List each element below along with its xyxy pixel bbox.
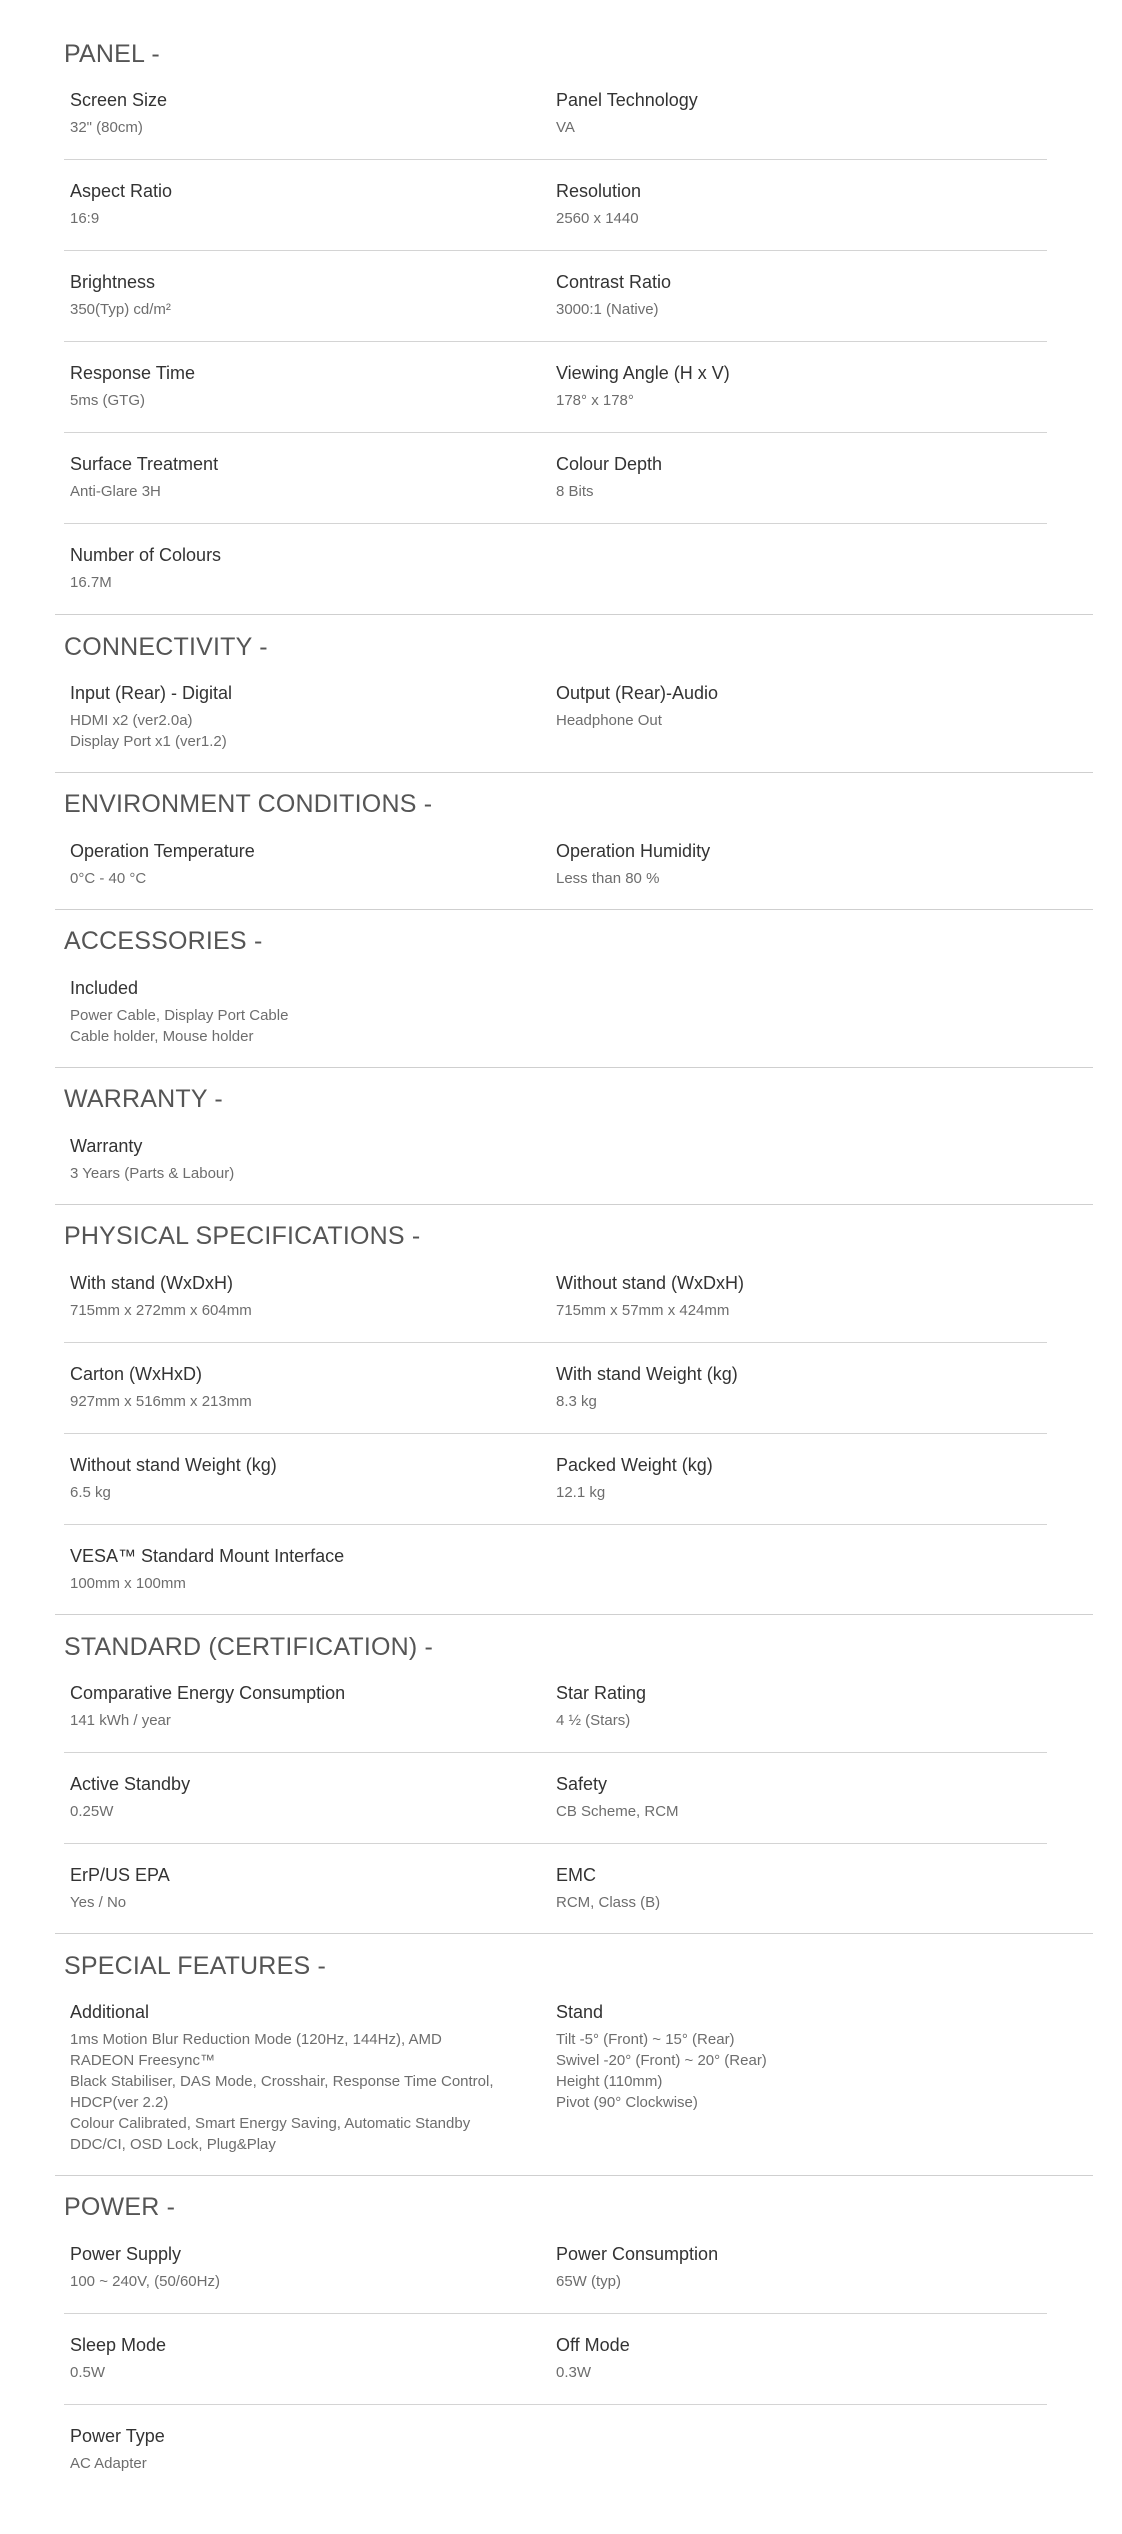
spec-label: Operation Temperature xyxy=(70,841,255,861)
spec-value: 141 kWh / year xyxy=(70,1712,171,1729)
spec-label: Packed Weight (kg) xyxy=(556,1455,713,1475)
spec-output-rear-audio xyxy=(556,681,976,731)
section-title-connectivity: CONNECTIVITY - xyxy=(64,633,268,661)
spec-stand xyxy=(556,2000,976,2113)
spec-additional xyxy=(70,2000,540,2155)
spec-value: 32" (80cm) xyxy=(70,119,143,136)
spec-value: 2560 x 1440 xyxy=(556,210,639,227)
spec-label: Without stand (WxDxH) xyxy=(556,1273,745,1293)
spec-power-supply xyxy=(70,2242,490,2292)
spec-emc xyxy=(556,1863,976,1913)
section-divider xyxy=(55,909,1093,910)
spec-label: Surface Treatment xyxy=(70,454,219,474)
spec-erp-us-epa xyxy=(70,1863,490,1913)
section-title-accessories: ACCESSORIES - xyxy=(64,927,263,955)
spec-value: 0.3W xyxy=(556,2364,592,2381)
spec-label: Resolution xyxy=(556,181,642,201)
spec-value: 715mm x 272mm x 604mm xyxy=(70,1302,252,1319)
spec-label: ErP/US EPA xyxy=(70,1865,170,1885)
spec-label: With stand (WxDxH) xyxy=(70,1273,234,1293)
row-divider xyxy=(64,1524,1047,1525)
spec-aspect-ratio xyxy=(70,179,490,229)
spec-value: RCM, Class (B) xyxy=(556,1894,661,1911)
row-divider xyxy=(64,250,1047,251)
spec-value: CB Scheme, RCM xyxy=(556,1803,679,1820)
spec-label: Carton (WxHxD) xyxy=(70,1364,203,1384)
spec-contrast-ratio xyxy=(556,270,976,320)
spec-label: Power Consumption xyxy=(556,2244,719,2264)
spec-label: Stand xyxy=(556,2002,604,2022)
spec-label: Colour Depth xyxy=(556,454,663,474)
spec-value: AC Adapter xyxy=(70,2455,147,2472)
spec-value: Less than 80 % xyxy=(556,870,660,887)
section-divider xyxy=(55,2175,1093,2176)
spec-off-mode xyxy=(556,2333,976,2383)
spec-label: VESA™ Standard Mount Interface xyxy=(70,1546,345,1566)
row-divider xyxy=(64,1843,1047,1844)
spec-value: Power Cable, Display Port Cable Cable holder, Mouse holder xyxy=(70,1007,289,1045)
spec-label: Star Rating xyxy=(556,1683,647,1703)
spec-resolution xyxy=(556,179,976,229)
spec-value: 100mm x 100mm xyxy=(70,1575,186,1592)
spec-star-rating xyxy=(556,1681,976,1731)
spec-label: EMC xyxy=(556,1865,596,1885)
row-divider xyxy=(64,341,1047,342)
spec-value: 3000:1 (Native) xyxy=(556,301,659,318)
spec-value: 8 Bits xyxy=(556,483,594,500)
spec-value: 4 ½ (Stars) xyxy=(556,1712,631,1729)
spec-label: Screen Size xyxy=(70,90,168,110)
spec-power-consumption xyxy=(556,2242,976,2292)
spec-value: 715mm x 57mm x 424mm xyxy=(556,1302,730,1319)
spec-label: Sleep Mode xyxy=(70,2335,167,2355)
section-divider xyxy=(55,614,1093,615)
spec-carton xyxy=(70,1362,490,1412)
spec-label: Comparative Energy Consumption xyxy=(70,1683,346,1703)
spec-energy-consumption xyxy=(70,1681,490,1731)
spec-brightness xyxy=(70,270,490,320)
spec-value: Tilt -5° (Front) ~ 15° (Rear) Swivel -20° (Front) ~ 20° (Rear) Height (110mm) Pivot (90° Clockwise) xyxy=(556,2031,767,2111)
spec-sleep-mode xyxy=(70,2333,490,2383)
section-title-special-features: SPECIAL FEATURES - xyxy=(64,1952,326,1980)
spec-colour-depth xyxy=(556,452,976,502)
spec-value: 0.25W xyxy=(70,1803,114,1820)
spec-value: 8.3 kg xyxy=(556,1393,597,1410)
section-divider xyxy=(55,1933,1093,1934)
row-divider xyxy=(64,2404,1047,2405)
spec-label: Brightness xyxy=(70,272,156,292)
spec-value: 16:9 xyxy=(70,210,100,227)
spec-input-rear-digital xyxy=(70,681,490,752)
section-divider xyxy=(55,1614,1093,1615)
spec-with-stand xyxy=(70,1271,490,1321)
spec-value: 5ms (GTG) xyxy=(70,392,145,409)
spec-label: Output (Rear)-Audio xyxy=(556,683,719,703)
spec-label: Aspect Ratio xyxy=(70,181,173,201)
section-title-panel: PANEL - xyxy=(64,40,160,68)
section-title-physical: PHYSICAL SPECIFICATIONS - xyxy=(64,1222,421,1250)
spec-value: Anti-Glare 3H xyxy=(70,483,161,500)
row-divider xyxy=(64,523,1047,524)
row-divider xyxy=(64,432,1047,433)
spec-value: HDMI x2 (ver2.0a) Display Port x1 (ver1.2) xyxy=(70,712,227,750)
row-divider xyxy=(64,1342,1047,1343)
spec-screen-size xyxy=(70,88,490,138)
section-title-power: POWER - xyxy=(64,2193,176,2221)
spec-label: Contrast Ratio xyxy=(556,272,672,292)
spec-value: 3 Years (Parts & Labour) xyxy=(70,1165,235,1182)
spec-active-standby xyxy=(70,1772,490,1822)
spec-number-of-colours xyxy=(70,543,490,593)
spec-label: Active Standby xyxy=(70,1774,191,1794)
spec-power-type xyxy=(70,2424,490,2474)
spec-value: 350(Typ) cd/m² xyxy=(70,301,171,318)
row-divider xyxy=(64,1752,1047,1753)
spec-label: Input (Rear) - Digital xyxy=(70,683,233,703)
spec-label: Additional xyxy=(70,2002,150,2022)
spec-label: Warranty xyxy=(70,1136,143,1156)
spec-value: VA xyxy=(556,119,575,136)
spec-operation-temperature xyxy=(70,839,490,889)
spec-label: Without stand Weight (kg) xyxy=(70,1455,277,1475)
row-divider xyxy=(64,159,1047,160)
spec-label: Response Time xyxy=(70,363,196,383)
spec-value: 927mm x 516mm x 213mm xyxy=(70,1393,252,1410)
spec-label: With stand Weight (kg) xyxy=(556,1364,738,1384)
spec-value: 6.5 kg xyxy=(70,1484,111,1501)
spec-value: 12.1 kg xyxy=(556,1484,606,1501)
spec-label: Operation Humidity xyxy=(556,841,711,861)
spec-value: 1ms Motion Blur Reduction Mode (120Hz, 144Hz), AMD RADEON Freesync™ Black Stabiliser, DAS Mode, Crosshair, Response Time Control, HDCP(ver 2.2) Colour Calibrated, Smart Energy Saving, Automatic Standby DDC/CI, OSD Lock, Plug&Play xyxy=(70,2031,494,2153)
section-title-warranty: WARRANTY - xyxy=(64,1085,223,1113)
spec-value: 0.5W xyxy=(70,2364,106,2381)
spec-without-stand-weight xyxy=(70,1453,490,1503)
spec-safety xyxy=(556,1772,976,1822)
row-divider xyxy=(64,1433,1047,1434)
spec-packed-weight xyxy=(556,1453,976,1503)
spec-value: 178° x 178° xyxy=(556,392,634,409)
spec-label: Panel Technology xyxy=(556,90,698,110)
spec-vesa-mount xyxy=(70,1544,490,1594)
spec-label: Number of Colours xyxy=(70,545,222,565)
spec-response-time xyxy=(70,361,490,411)
spec-with-stand-weight xyxy=(556,1362,976,1412)
spec-label: Viewing Angle (H x V) xyxy=(556,363,730,383)
spec-value: 65W (typ) xyxy=(556,2273,622,2290)
spec-included xyxy=(70,976,490,1047)
spec-value: 100 ~ 240V, (50/60Hz) xyxy=(70,2273,220,2290)
spec-without-stand xyxy=(556,1271,976,1321)
spec-panel-technology xyxy=(556,88,976,138)
section-divider xyxy=(55,772,1093,773)
spec-value: 0°C - 40 °C xyxy=(70,870,147,887)
spec-label: Power Supply xyxy=(70,2244,182,2264)
spec-warranty xyxy=(70,1134,490,1184)
section-divider xyxy=(55,1204,1093,1205)
spec-label: Included xyxy=(70,978,139,998)
spec-viewing-angle xyxy=(556,361,976,411)
spec-surface-treatment xyxy=(70,452,490,502)
spec-operation-humidity xyxy=(556,839,976,889)
section-title-environment: ENVIRONMENT CONDITIONS - xyxy=(64,790,433,818)
spec-value: Yes / No xyxy=(70,1894,127,1911)
row-divider xyxy=(64,2313,1047,2314)
spec-label: Safety xyxy=(556,1774,608,1794)
spec-label: Off Mode xyxy=(556,2335,630,2355)
spec-value: 16.7M xyxy=(70,574,112,591)
spec-label: Power Type xyxy=(70,2426,165,2446)
section-divider xyxy=(55,1067,1093,1068)
section-title-standard: STANDARD (CERTIFICATION) - xyxy=(64,1633,434,1661)
spec-value: Headphone Out xyxy=(556,712,662,729)
